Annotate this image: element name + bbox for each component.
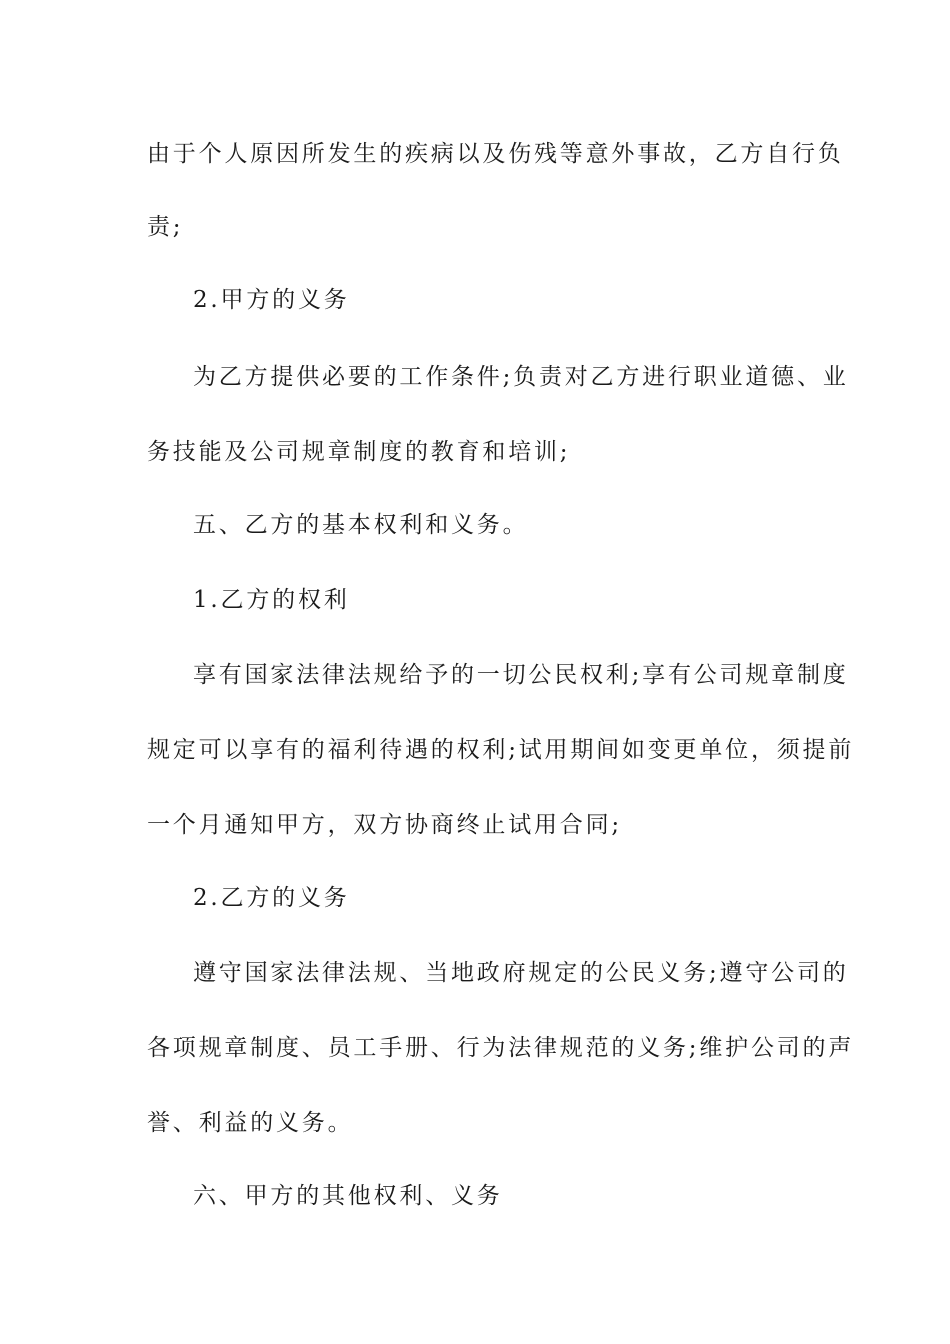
paragraph-line: 规定可以享有的福利待遇的权利;试用期间如变更单位，须提前 [147,737,855,763]
section-heading: 2.乙方的义务 [193,885,350,911]
section-heading: 1.乙方的权利 [193,587,350,613]
paragraph-line: 为乙方提供必要的工作条件;负责对乙方进行职业道德、业 [193,364,849,390]
section-heading: 五、乙方的基本权利和义务。 [193,512,529,538]
paragraph-line: 一个月通知甲方，双方协商终止试用合同; [147,812,622,838]
section-heading: 六、甲方的其他权利、义务 [193,1183,503,1209]
paragraph-line: 责; [147,214,184,240]
section-heading: 2.甲方的义务 [193,287,350,313]
paragraph-line: 务技能及公司规章制度的教育和培训; [147,439,571,465]
paragraph-line: 誉、利益的义务。 [147,1110,354,1136]
paragraph-line: 由于个人原因所发生的疾病以及伤残等意外事故，乙方自行负 [147,141,844,167]
paragraph-line: 享有国家法律法规给予的一切公民权利;享有公司规章制度 [193,662,849,688]
paragraph-line: 遵守国家法律法规、当地政府规定的公民义务;遵守公司的 [193,960,849,986]
paragraph-line: 各项规章制度、员工手册、行为法律规范的义务;维护公司的声 [147,1035,855,1061]
